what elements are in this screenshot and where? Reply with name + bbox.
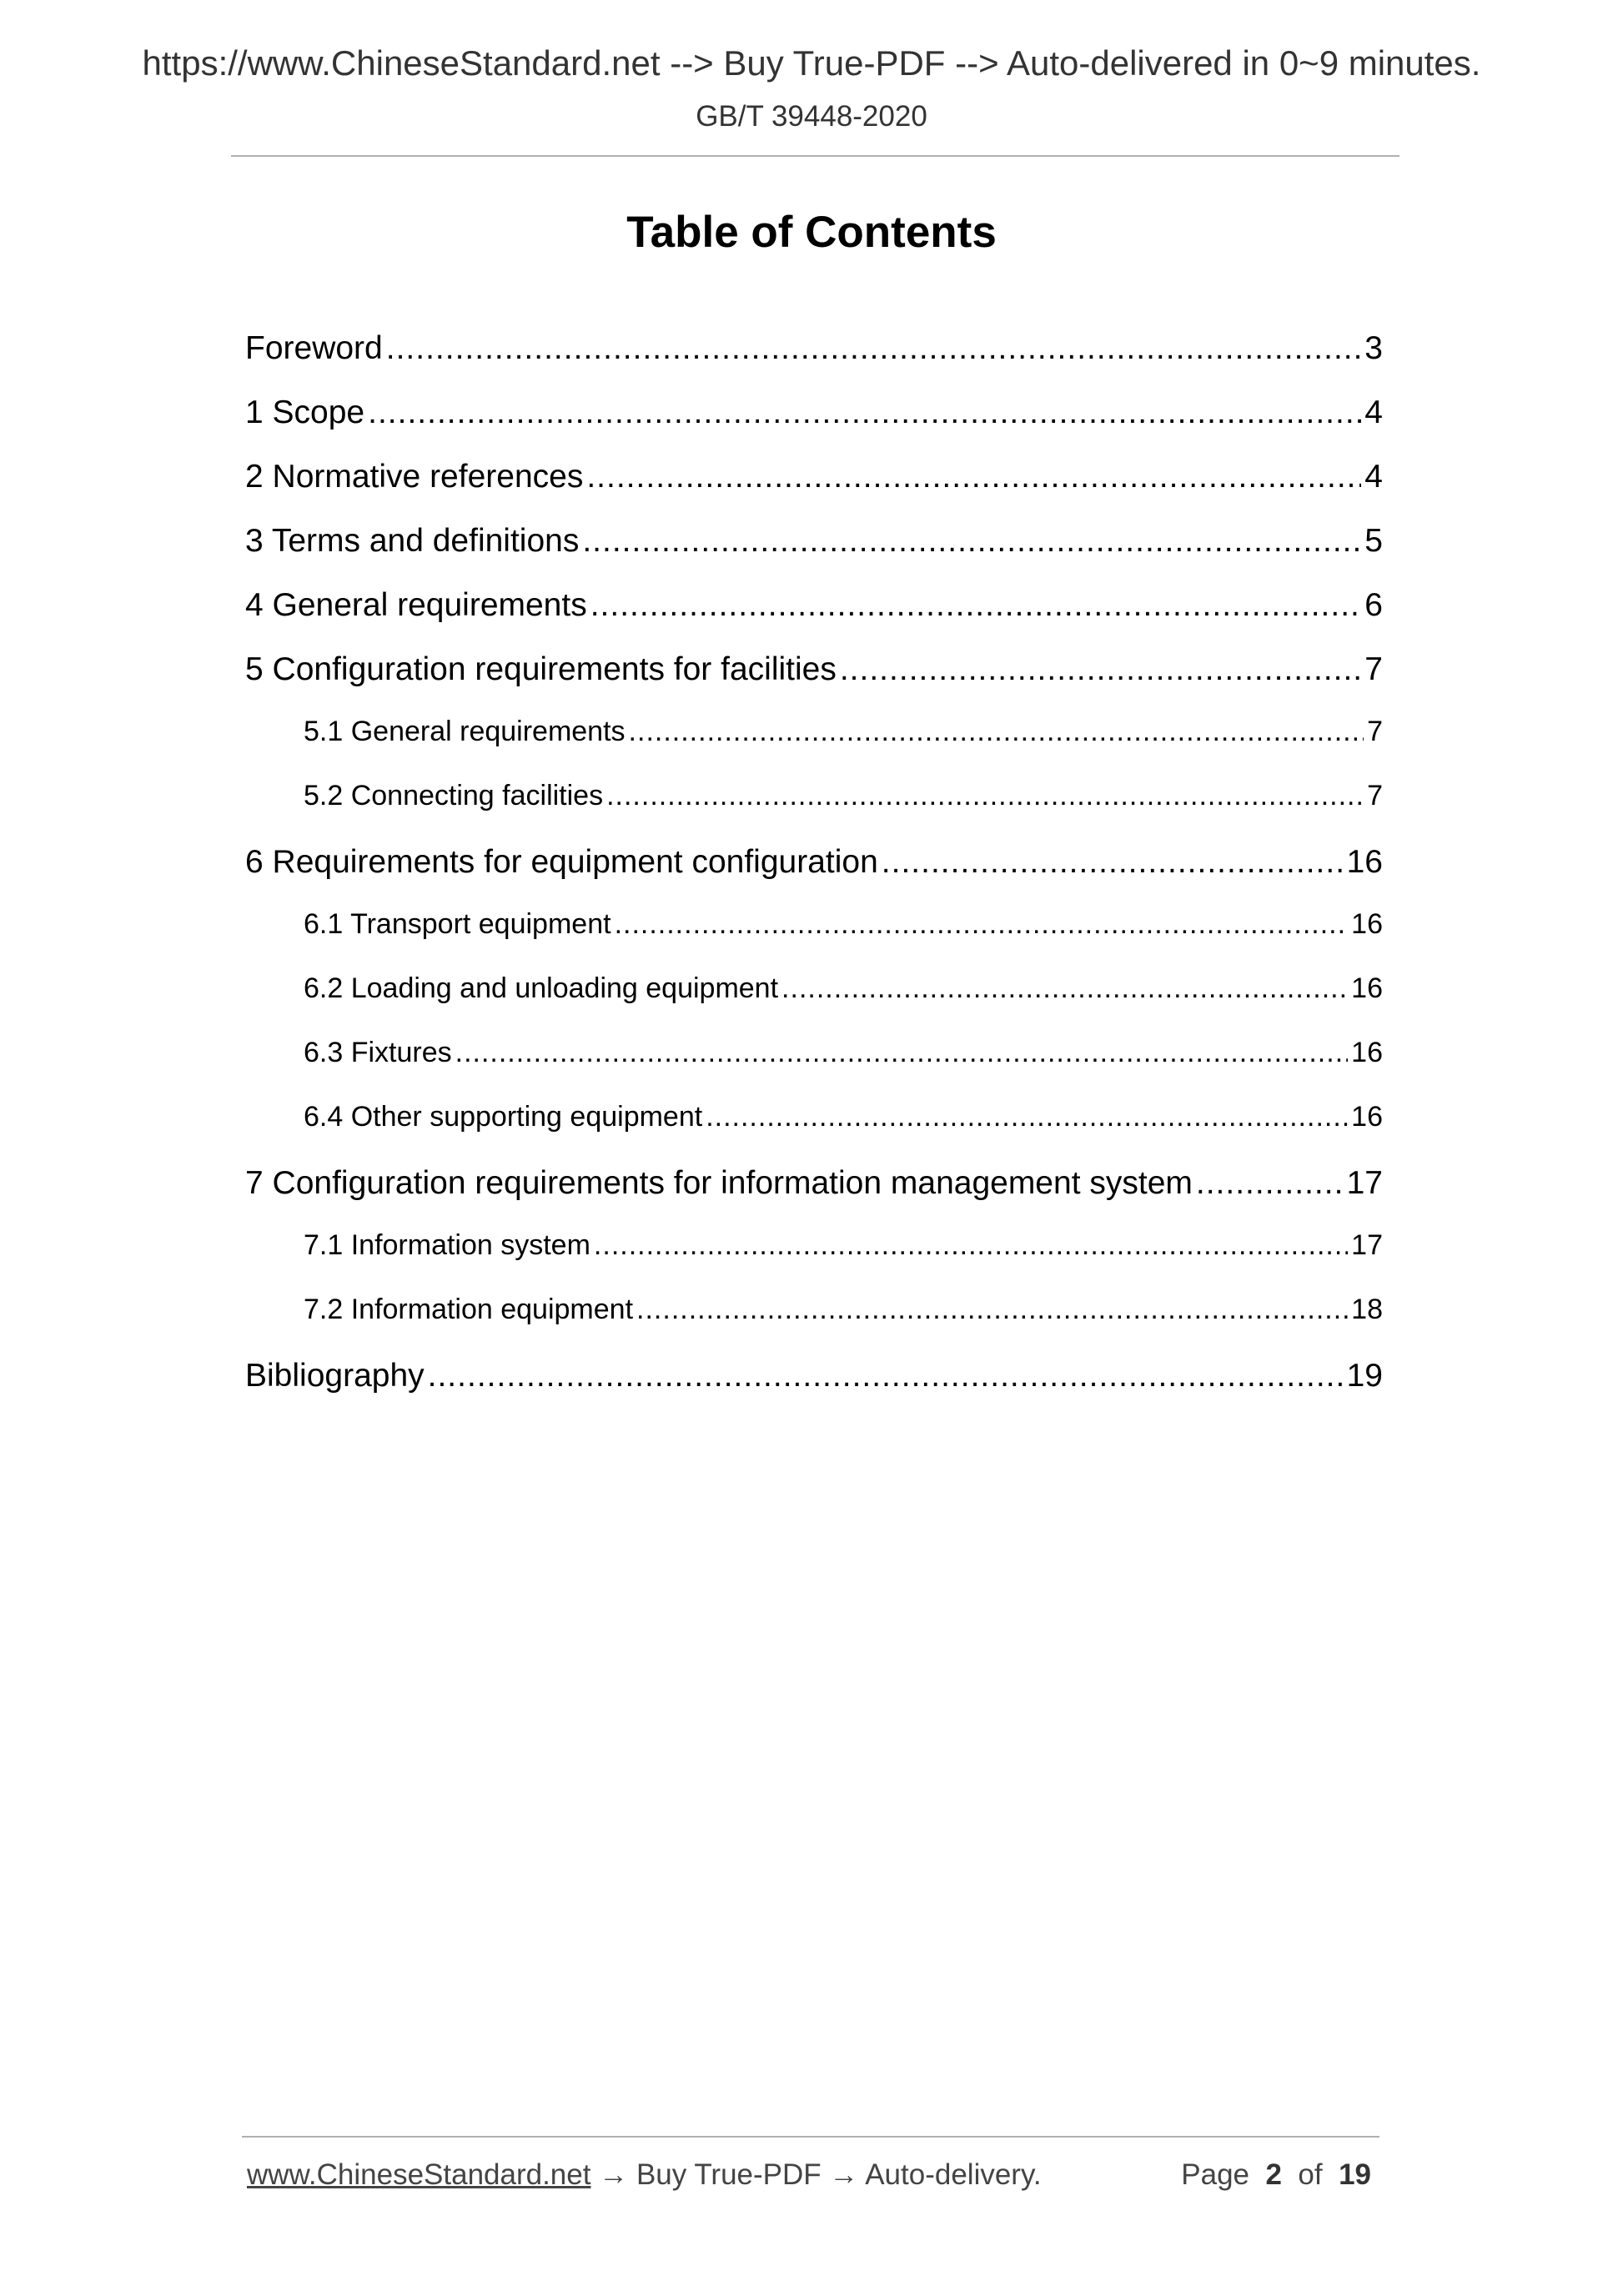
toc-leader-dots (386, 330, 1362, 367)
toc-entry-page: 18 (1351, 1294, 1383, 1325)
page-current: 2 (1265, 2158, 1282, 2191)
footer-divider (242, 2136, 1379, 2138)
toc-entry-equipment-configuration[interactable] (245, 844, 1383, 908)
toc-leader-dots (781, 972, 1348, 1005)
toc-entry-label: 6 Requirements for equipment configuration (245, 844, 878, 880)
toc-entry-foreword[interactable] (245, 330, 1383, 394)
toc-entry-bibliography[interactable] (245, 1358, 1383, 1422)
arrow-right-icon: → (829, 2158, 859, 2191)
toc-entry-page: 17 (1346, 1165, 1383, 1201)
toc-entry-page: 16 (1351, 1037, 1383, 1068)
footer-buy-text: Buy True-PDF (636, 2158, 822, 2191)
toc-entry-label: Foreword (245, 330, 383, 366)
toc-entry-label: 6.2 Loading and unloading equipment (304, 972, 779, 1004)
toc-entry-label: 7 Configuration requirements for information management system (245, 1165, 1193, 1201)
page-total: 19 (1339, 2158, 1371, 2191)
toc-entry-6-4-other-supporting-equipment[interactable] (245, 1101, 1383, 1165)
toc-entry-label: 6.1 Transport equipment (304, 908, 611, 940)
toc-entry-page: 7 (1367, 780, 1383, 811)
toc-entry-label: 3 Terms and definitions (245, 523, 580, 559)
toc-title: Table of Contents (626, 208, 997, 257)
toc-entry-page: 17 (1351, 1229, 1383, 1261)
toc-entry-page: 6 (1364, 587, 1383, 623)
toc-entry-page: 16 (1351, 908, 1383, 940)
toc-leader-dots (706, 1101, 1348, 1133)
footer-site-link[interactable]: www.ChineseStandard.net (247, 2158, 591, 2191)
toc-leader-dots (428, 1358, 1344, 1394)
toc-entry-label: 1 Scope (245, 394, 365, 430)
toc-entry-configuration-facilities[interactable] (245, 651, 1383, 716)
arrow-right-icon: → (599, 2158, 629, 2191)
toc-leader-dots (840, 651, 1361, 688)
toc-entry-page: 16 (1351, 972, 1383, 1004)
toc-entry-label: 5.2 Connecting facilities (304, 780, 604, 811)
toc-entry-5-1-general-requirements[interactable] (245, 716, 1383, 780)
top-banner: https://www.ChineseStandard.net --> Buy True-PDF --> Auto-delivered in 0~9 minutes. (142, 43, 1481, 83)
toc-leader-dots (1196, 1165, 1344, 1202)
toc-entry-label: 2 Normative references (245, 459, 584, 495)
toc-entry-general-requirements[interactable] (245, 587, 1383, 651)
toc-entry-7-1-information-system[interactable] (245, 1229, 1383, 1294)
toc-entry-label: 7.1 Information system (304, 1229, 590, 1261)
document-code: GB/T 39448-2020 (696, 100, 927, 133)
toc-entry-page: 5 (1364, 523, 1383, 559)
toc-entry-information-management-system[interactable] (245, 1165, 1383, 1229)
page-word: Page (1181, 2158, 1250, 2191)
toc-entry-label: 5 Configuration requirements for facilities (245, 651, 837, 687)
toc-leader-dots (594, 1229, 1348, 1262)
toc-entry-page: 4 (1364, 459, 1383, 495)
toc-entry-7-2-information-equipment[interactable] (245, 1294, 1383, 1358)
toc-entry-6-1-transport-equipment[interactable] (245, 908, 1383, 972)
toc-entry-label: 6.3 Fixtures (304, 1037, 452, 1068)
footer-promo (247, 2158, 1042, 2192)
toc-entry-6-2-loading-unloading[interactable] (245, 972, 1383, 1037)
of-word: of (1298, 2158, 1323, 2191)
header-divider (231, 155, 1399, 157)
toc-entry-page: 3 (1364, 330, 1383, 366)
toc-entry-page: 19 (1346, 1358, 1383, 1394)
toc-entry-label: 4 General requirements (245, 587, 587, 623)
toc-leader-dots (586, 459, 1361, 495)
toc-entry-scope[interactable] (245, 394, 1383, 459)
toc-entry-terms-and-definitions[interactable] (245, 523, 1383, 587)
toc-entry-page: 7 (1364, 651, 1383, 687)
page-number (1181, 2158, 1371, 2192)
toc-entry-label: Bibliography (245, 1358, 425, 1394)
toc-leader-dots (615, 908, 1349, 941)
table-of-contents (245, 330, 1383, 1422)
toc-entry-6-3-fixtures[interactable] (245, 1037, 1383, 1101)
toc-entry-page: 7 (1367, 716, 1383, 747)
toc-entry-label: 6.4 Other supporting equipment (304, 1101, 703, 1133)
toc-leader-dots (455, 1037, 1349, 1069)
toc-leader-dots (606, 780, 1364, 812)
toc-entry-5-2-connecting-facilities[interactable] (245, 780, 1383, 844)
toc-entry-label: 5.1 General requirements (304, 716, 626, 747)
toc-leader-dots (636, 1294, 1348, 1326)
toc-entry-normative-references[interactable] (245, 459, 1383, 523)
toc-leader-dots (882, 844, 1344, 881)
toc-leader-dots (629, 716, 1364, 748)
toc-entry-page: 4 (1364, 394, 1383, 430)
toc-leader-dots (590, 587, 1362, 624)
toc-entry-page: 16 (1351, 1101, 1383, 1133)
toc-leader-dots (368, 394, 1361, 431)
footer-delivery-text: Auto-delivery. (865, 2158, 1042, 2191)
toc-entry-label: 7.2 Information equipment (304, 1294, 634, 1325)
toc-leader-dots (582, 523, 1361, 560)
toc-entry-page: 16 (1346, 844, 1383, 880)
